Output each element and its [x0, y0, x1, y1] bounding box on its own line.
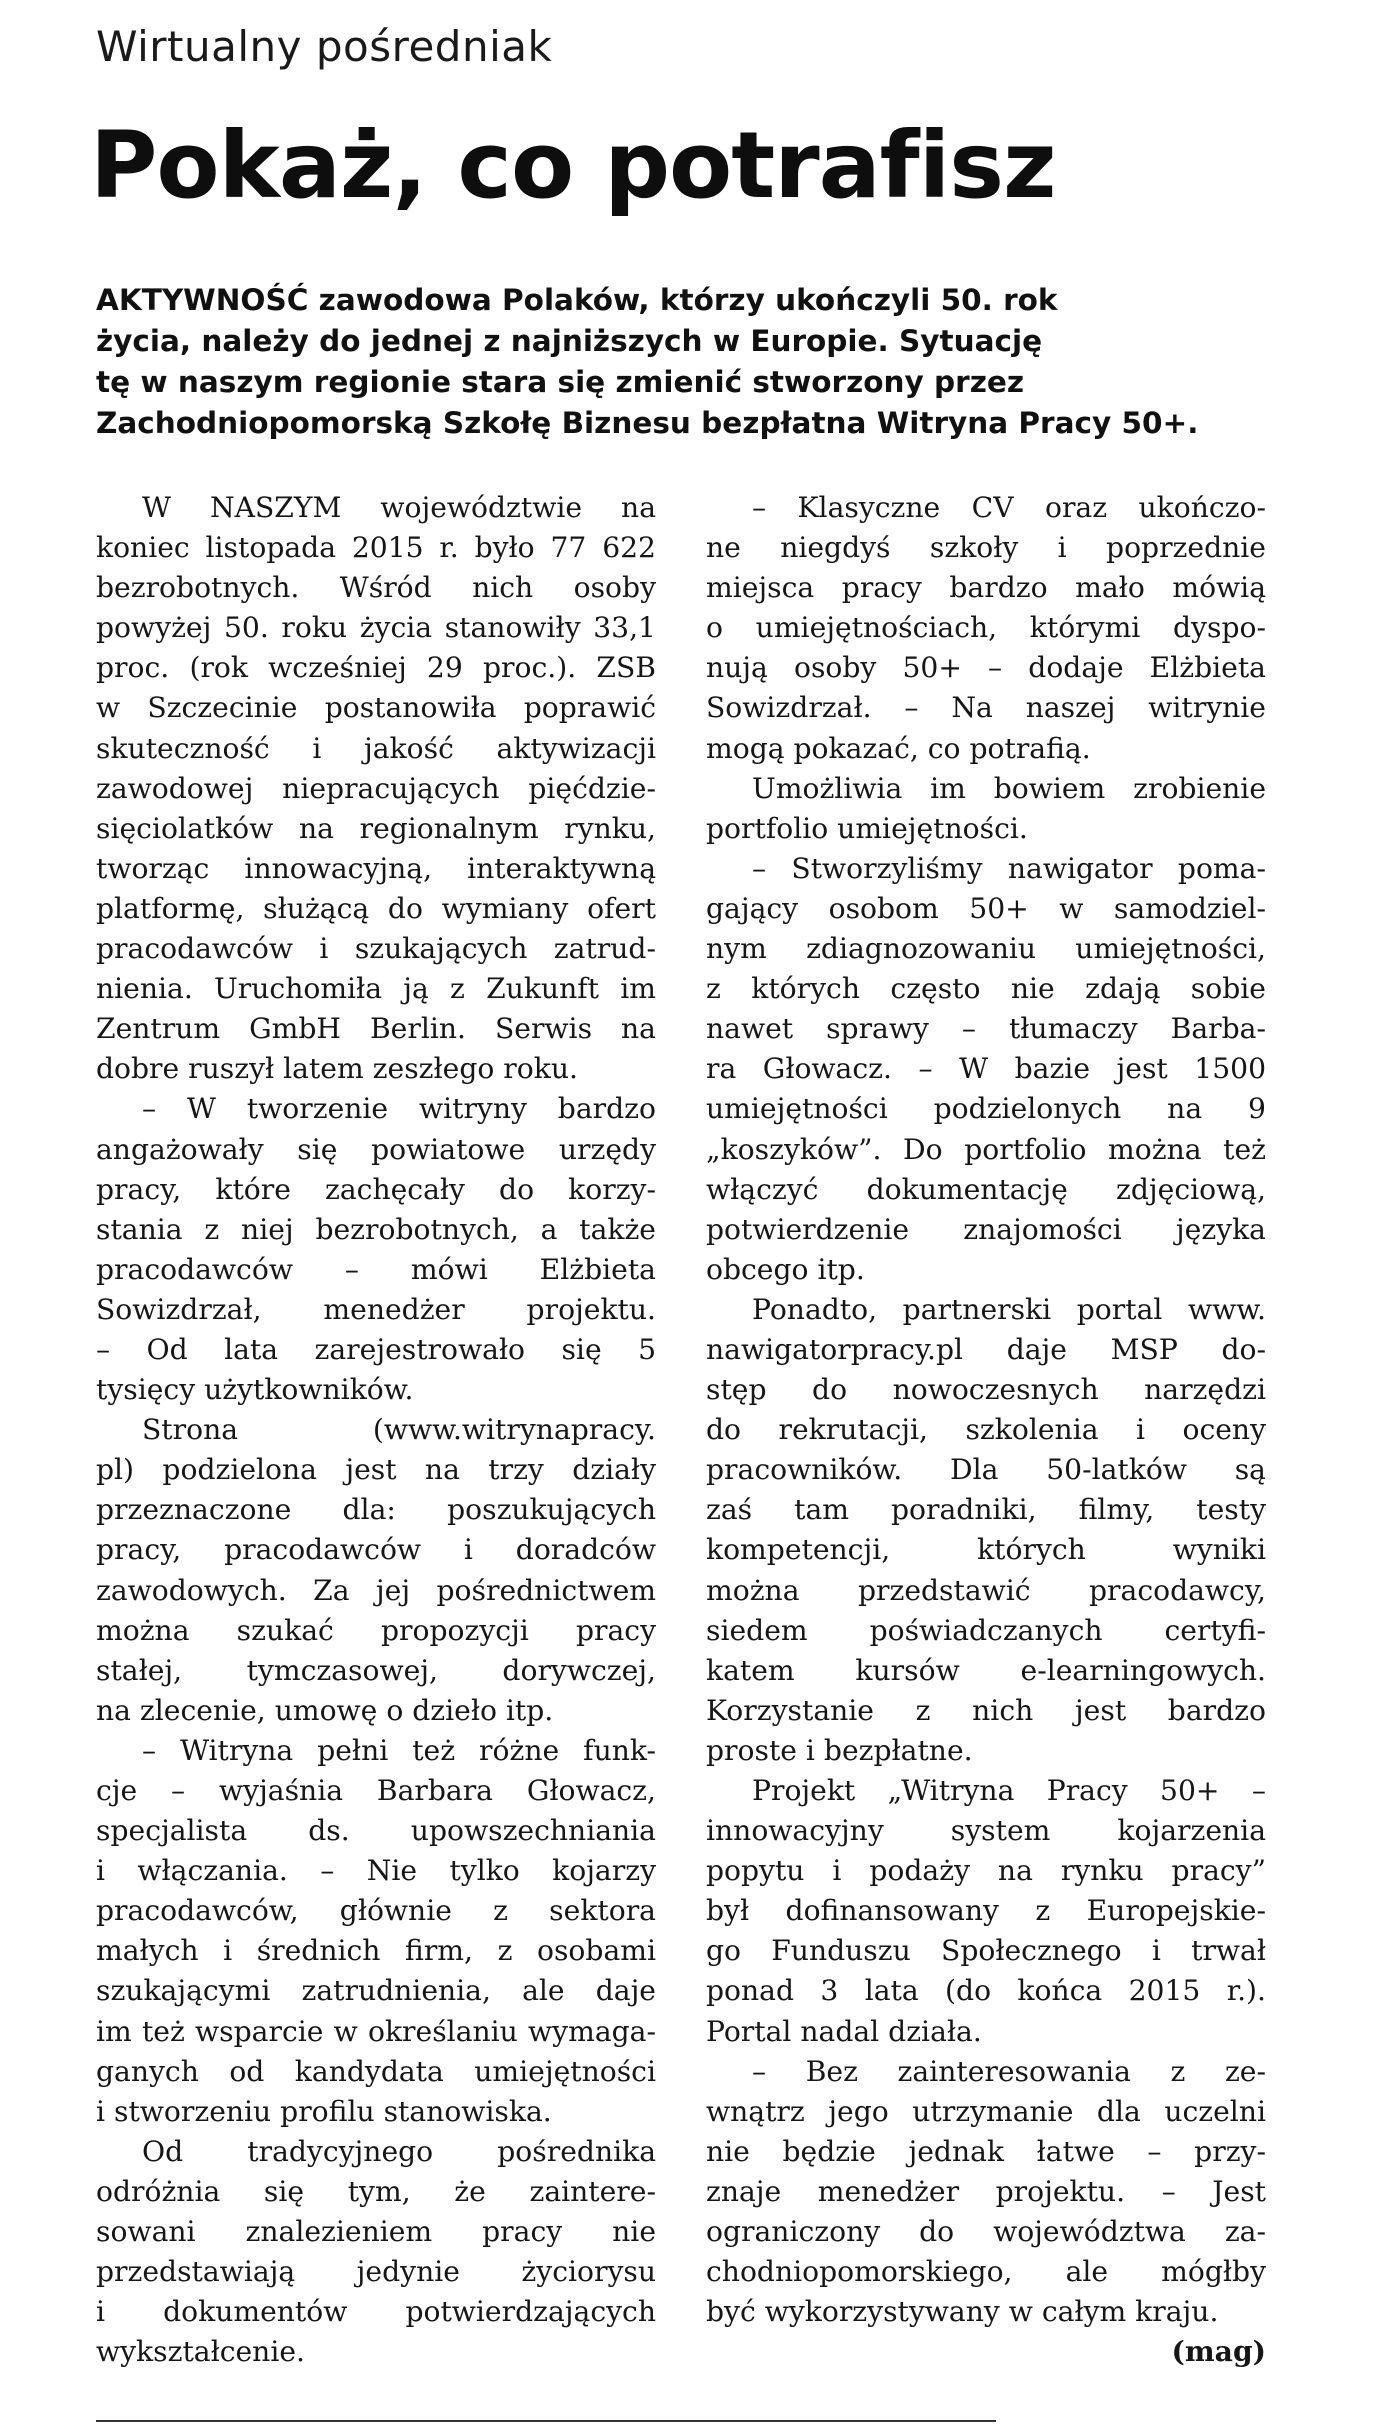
article-line: nienia. Uruchomiła ją z Zukunft im	[96, 972, 656, 1006]
article-line: – Bez zainteresowania z ze-	[752, 2054, 1266, 2088]
article-line: i dokumentów potwierdzających	[96, 2295, 656, 2329]
article-line: Strona (www.witrynapracy.	[142, 1413, 656, 1447]
article-line: ograniczony do województwa za-	[706, 2215, 1266, 2249]
article-line: – W tworzenie witryny bardzo	[142, 1092, 656, 1126]
author-signature: (mag)	[1171, 2335, 1266, 2369]
article-line: był dofinansowany z Europejskie-	[706, 1894, 1266, 1928]
article-line: Od tradycyjnego pośrednika	[142, 2134, 656, 2168]
article-line: stania z niej bezrobotnych, a także	[96, 1212, 656, 1246]
article-line: proste i bezpłatne.	[706, 1733, 973, 1767]
article-line: znaje menedżer projektu. – Jest	[706, 2174, 1266, 2208]
article-line: w Szczecinie postanowiła poprawić	[96, 691, 656, 725]
article-line: W NASZYM województwie na	[142, 491, 656, 524]
article-line: pracodawców – mówi Elżbieta	[96, 1252, 656, 1286]
article-line: siedem poświadczanych certyfi-	[706, 1613, 1266, 1647]
article-line: nawet sprawy – tłumaczy Barba-	[706, 1012, 1266, 1046]
article-line: – Klasyczne CV oraz ukończo-	[752, 491, 1266, 524]
article-line: specjalista ds. upowszechniania	[96, 1814, 656, 1848]
article-line: „koszyków”. Do portfolio można też	[706, 1132, 1266, 1166]
article-line: innowacyjny system kojarzenia	[706, 1814, 1266, 1848]
article-line: i stworzeniu profilu stanowiska.	[96, 2094, 552, 2128]
article-line: Ponadto, partnerski portal www.	[752, 1292, 1266, 1326]
article-line: na zlecenie, umowę o dzieło itp.	[96, 1693, 554, 1727]
lead-line: AKTYWNOŚĆ zawodowa Polaków, którzy ukończyli 50. rok	[96, 283, 1058, 317]
article-line: potwierdzenie znajomości języka	[706, 1212, 1266, 1246]
article-line: włączyć dokumentację zdjęciową,	[706, 1172, 1266, 1206]
lead-paragraph	[96, 280, 1276, 444]
article-line: odróżnia się tym, że zaintere-	[96, 2174, 656, 2208]
article-line: powyżej 50. roku życia stanowiły 33,1	[96, 611, 656, 645]
article-line: o umiejętnościach, którymi dyspo-	[706, 611, 1266, 645]
article-line: przedstawiają jedynie życiorysu	[96, 2255, 656, 2289]
article-line: pl) podzielona jest na trzy działy	[96, 1453, 656, 1487]
article-line: umiejętności podzielonych na 9	[706, 1092, 1266, 1126]
article-line: – Od lata zarejestrowało się 5	[96, 1332, 656, 1366]
article-line: być wykorzystywany w całym kraju.	[706, 2295, 1219, 2329]
article-line: małych i średnich firm, z osobami	[96, 1934, 656, 1968]
article-line: ponad 3 lata (do końca 2015 r.).	[706, 1974, 1266, 2008]
article-line: koniec listopada 2015 r. było 77 622	[96, 531, 656, 565]
article-line: tworząc innowacyjną, interaktywną	[96, 851, 656, 885]
article-line: – Stworzyliśmy nawigator poma-	[752, 851, 1266, 885]
article-line: zawodowej niepracujących pięćdzie-	[96, 771, 656, 805]
article-line: pracy, które zachęcały do korzy-	[96, 1172, 656, 1206]
article-line: skuteczność i jakość aktywizacji	[96, 731, 656, 765]
article-line: mogą pokazać, co potrafią.	[706, 731, 1091, 765]
article-line: pracy, pracodawców i doradców	[96, 1533, 656, 1567]
article-line: dobre ruszył latem zeszłego roku.	[96, 1052, 578, 1086]
article-line: nie będzie jednak łatwe – przy-	[706, 2134, 1266, 2168]
article-line: popytu i podaży na rynku pracy”	[706, 1854, 1266, 1888]
article-line: można szukać propozycji pracy	[96, 1613, 656, 1647]
headline: Pokaż, co potrafisz	[90, 112, 1056, 219]
article-line: Projekt „Witryna Pracy 50+ –	[752, 1774, 1266, 1807]
article-line: – Witryna pełni też różne funk-	[142, 1733, 656, 1767]
article-line: ne niegdyś szkoły i poprzednie	[706, 531, 1266, 565]
article-line: można przedstawić pracodawcy,	[706, 1573, 1266, 1607]
article-line: sięciolatków na regionalnym rynku,	[96, 811, 656, 845]
article-line: wykształcenie.	[96, 2335, 305, 2369]
lead-line: tę w naszym regionie stara się zmienić stworzony przez	[96, 365, 1025, 399]
article-line: chodniopomorskiego, ale mógłby	[706, 2255, 1266, 2289]
article-line: miejsca pracy bardzo mało mówią	[706, 571, 1266, 605]
article-line: obcego itp.	[706, 1252, 865, 1286]
article-line: wnątrz jego utrzymanie dla uczelni	[706, 2094, 1266, 2128]
lead-line: życia, należy do jednej z najniższych w Europie. Sytuację	[96, 324, 1043, 358]
article-line: nym zdiagnozowaniu umiejętności,	[706, 932, 1266, 966]
article-line: proc. (rok wcześniej 29 proc.). ZSB	[96, 651, 656, 685]
article-line: cje – wyjaśnia Barbara Głowacz,	[96, 1774, 656, 1807]
article-line: sowani znalezieniem pracy nie	[96, 2215, 656, 2249]
article-line: stęp do nowoczesnych narzędzi	[706, 1373, 1266, 1407]
article-column-left	[96, 488, 656, 2372]
bottom-rule	[96, 2420, 996, 2422]
article-line: platformę, służącą do wymiany ofert	[96, 891, 656, 925]
article-line: gający osobom 50+ w samodziel-	[706, 891, 1266, 925]
article-line: go Funduszu Społecznego i trwał	[706, 1934, 1266, 1968]
article-line: Sowizdrzał. – Na naszej witrynie	[706, 691, 1266, 725]
article-line: do rekrutacji, szkolenia i oceny	[706, 1413, 1266, 1447]
article-line: pracodawców i szukających zatrud-	[96, 932, 656, 966]
article-line: przeznaczone dla: poszukujących	[96, 1493, 656, 1527]
article-line: Korzystanie z nich jest bardzo	[706, 1693, 1266, 1727]
article-line: portfolio umiejętności.	[706, 811, 1028, 845]
article-line: nawigatorpracy.pl daje MSP do-	[706, 1332, 1266, 1366]
article-line: bezrobotnych. Wśród nich osoby	[96, 571, 656, 605]
article-line: nują osoby 50+ – dodaje Elżbieta	[706, 651, 1266, 685]
article-line: katem kursów e-learningowych.	[706, 1653, 1266, 1687]
article-line: zawodowych. Za jej pośrednictwem	[96, 1573, 656, 1607]
article-line: ganych od kandydata umiejętności	[96, 2054, 656, 2088]
article-line: z których często nie zdają sobie	[706, 972, 1266, 1006]
article-line: ra Głowacz. – W bazie jest 1500	[706, 1052, 1266, 1086]
article-line: Zentrum GmbH Berlin. Serwis na	[96, 1012, 656, 1046]
article-line: kompetencji, których wyniki	[706, 1533, 1266, 1567]
article-line: Portal nadal działa.	[706, 2014, 982, 2048]
article-line: tysięcy użytkowników.	[96, 1373, 414, 1407]
article-line: szukającymi zatrudnienia, ale daje	[96, 1974, 656, 2008]
article-line: pracowników. Dla 50-latków są	[706, 1453, 1266, 1487]
article-line: Sowizdrzał, menedżer projektu.	[96, 1292, 656, 1326]
section-label: Wirtualny pośredniak	[96, 22, 553, 71]
lead-line: Zachodniopomorską Szkołę Biznesu bezpłatna Witryna Pracy 50+.	[96, 406, 1199, 440]
article-column-right	[706, 488, 1266, 2372]
article-line: Umożliwia im bowiem zrobienie	[752, 771, 1266, 805]
article-line: angażowały się powiatowe urzędy	[96, 1132, 656, 1166]
article-line: im też wsparcie w określaniu wymaga-	[96, 2014, 656, 2048]
article-line: zaś tam poradniki, filmy, testy	[706, 1493, 1266, 1527]
article-line: pracodawców, głównie z sektora	[96, 1894, 656, 1928]
article-line: stałej, tymczasowej, dorywczej,	[96, 1653, 656, 1687]
article-line: i włączania. – Nie tylko kojarzy	[96, 1854, 656, 1888]
